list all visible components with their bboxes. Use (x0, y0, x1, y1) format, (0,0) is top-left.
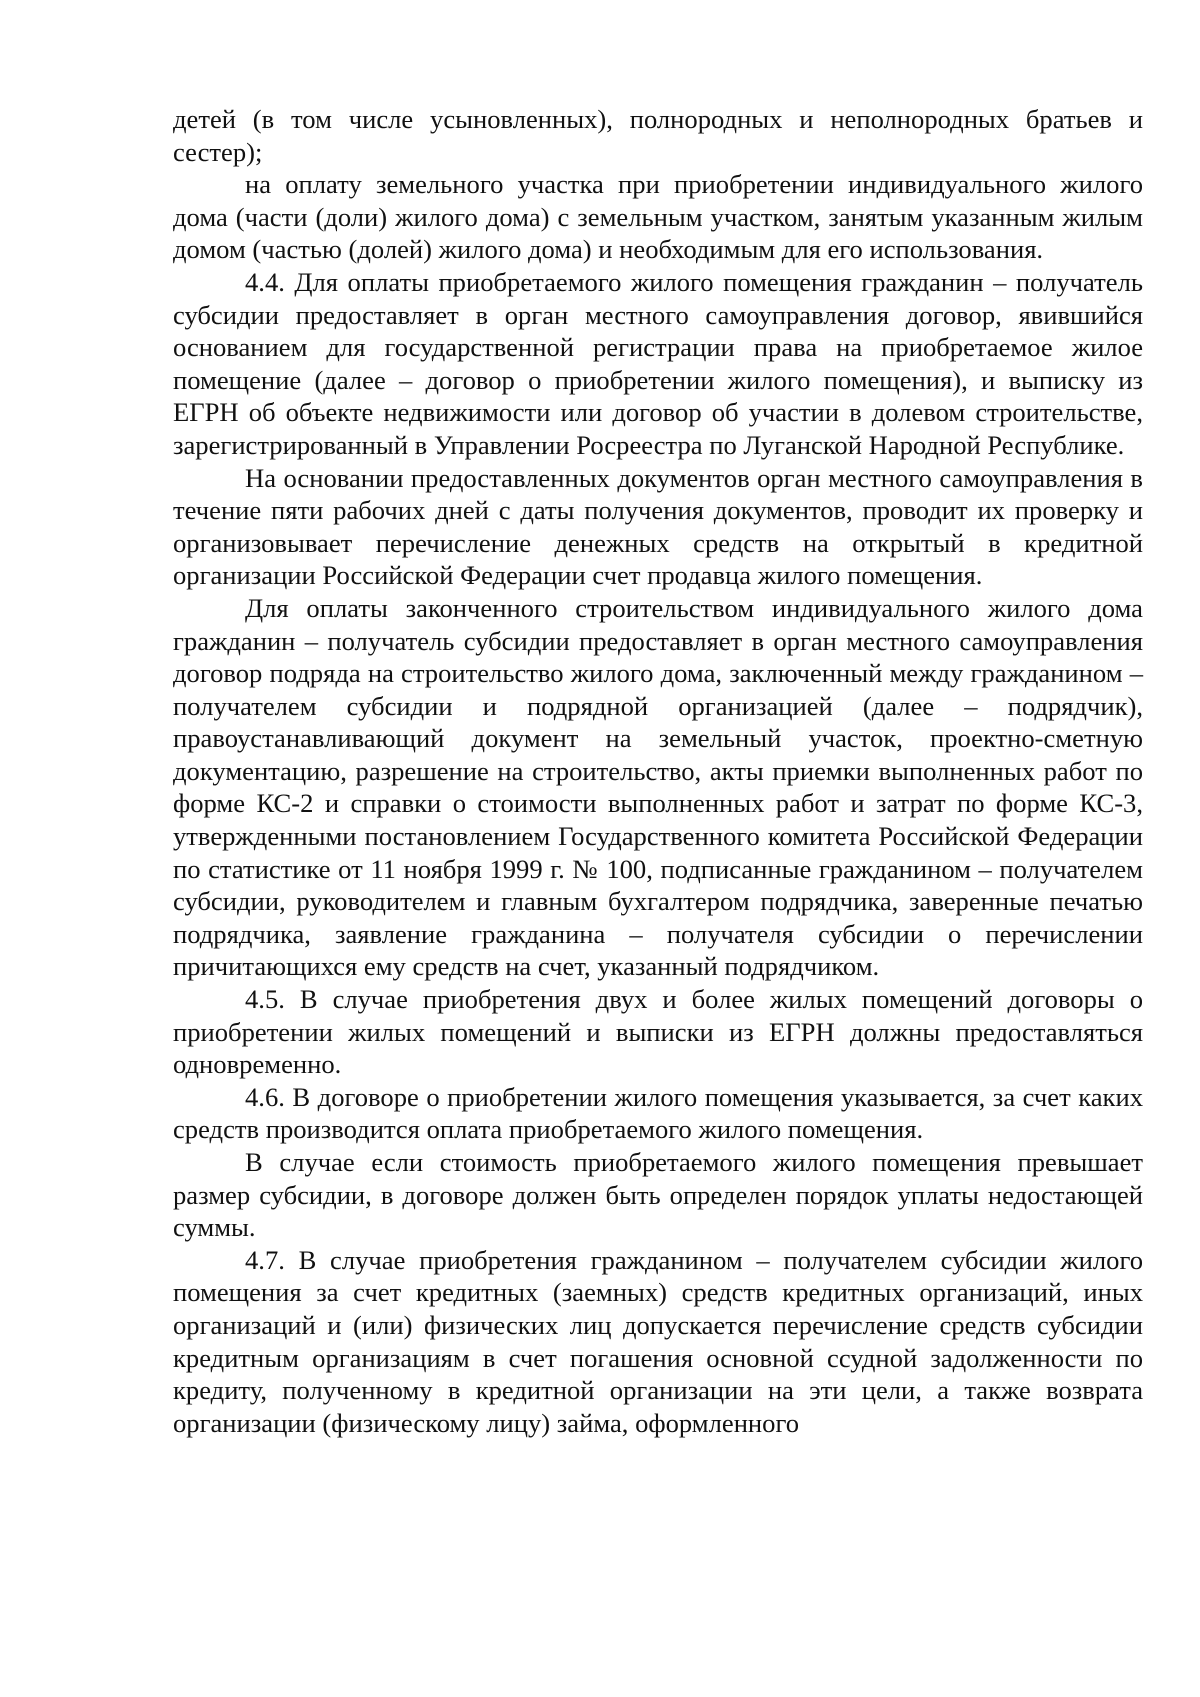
paragraph-construction-payment: Для оплаты законченного строительством индивидуального жилого дома гражданин – получатель субсидии предоставляет в орган местного самоуправления договор подряда на строительство жилого дома, заключенный между гражданином – получателем субсидии и подрядной организацией (далее – подрядчик), правоустанавливающий документ на земельный участок, проектно-сметную документацию, разрешение на строительство, акты приемки выполненных работ по форме КС-2 и справки о стоимости выполненных работ и затрат по форме КС-3, утвержденными постановлением Государственного комитета Российской Федерации по статистике от 11 ноября 1999 г. № 100, подписанные гражданином – получателем субсидии, руководителем и главным бухгалтером подрядчика, заверенные печатью подрядчика, заявление гражданина – получателя субсидии о перечислении причитающихся ему средств на счет, указанный подрядчиком. (173, 592, 1143, 982)
paragraph-clause-4-7: 4.7. В случае приобретения гражданином – получателем субсидии жилого помещения за счет кредитных (заемных) средств кредитных организаций, иных организаций и (или) физических лиц допускается перечисление средств субсидии кредитным организациям в счет погашения основной ссудной задолженности по кредиту, полученному в кредитной организации на эти цели, а также возврата организации (физическому лицу) займа, оформленного (173, 1244, 1143, 1438)
paragraph-clause-4-4: 4.4. Для оплаты приобретаемого жилого помещения гражданин – получатель субсидии предоставляет в орган местного самоуправления договор, явившийся основанием для государственной регистрации права на приобретаемое жилое помещение (далее – договор о приобретении жилого помещения), и выписку из ЕГРН об объекте недвижимости или договор об участии в долевом строительстве, зарегистрированный в Управлении Росреестра по Луганской Народной Республике. (173, 266, 1143, 460)
paragraph-land-payment: на оплату земельного участка при приобретении индивидуального жилого дома (части (доли) жилого дома) с земельным участком, занятым указанным жилым домом (частью (долей) жилого дома) и необходимым для его использования. (173, 169, 1143, 265)
paragraph-continuation: детей (в том числе усыновленных), полнородных и неполнородных братьев и сестер); (173, 104, 1143, 167)
paragraph-clause-4-6: 4.6. В договоре о приобретении жилого помещения указывается, за счет каких средств производится оплата приобретаемого жилого помещения. (173, 1081, 1143, 1145)
paragraph-clause-4-5: 4.5. В случае приобретения двух и более жилых помещений договоры о приобретении жилых помещений и выписки из ЕГРН должны предоставляться одновременно. (173, 984, 1143, 1080)
paragraph-verification: На основании предоставленных документов орган местного самоуправления в течение пяти рабочих дней с даты получения документов, проводит их проверку и организовывает перечисление денежных средств на открытый в кредитной организации Российской Федерации счет продавца жилого помещения. (173, 462, 1143, 591)
paragraph-price-exceeds: В случае если стоимость приобретаемого жилого помещения превышает размер субсидии, в договоре должен быть определен порядок уплаты недостающей суммы. (173, 1147, 1143, 1243)
document-page (173, 103, 1143, 1439)
